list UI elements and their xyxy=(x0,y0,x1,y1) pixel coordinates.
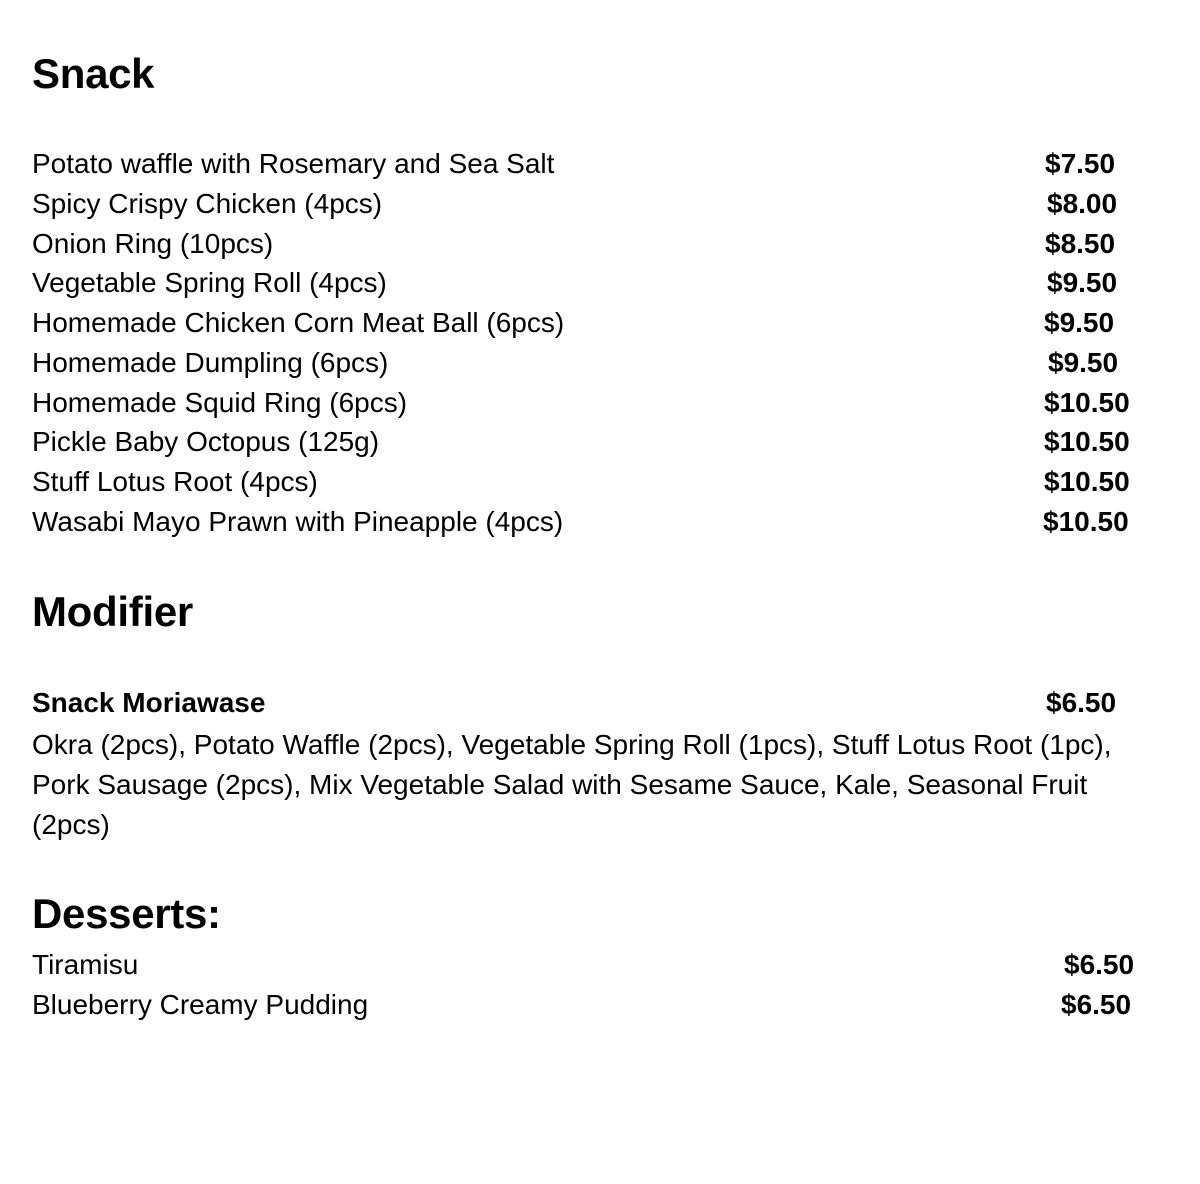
item-name: Vegetable Spring Roll (4pcs) xyxy=(32,267,387,298)
snack-item xyxy=(32,343,1142,383)
item-price: $9.50 xyxy=(1047,267,1118,298)
item-name: Onion Ring (10pcs) xyxy=(32,228,274,259)
snack-item xyxy=(32,303,1142,343)
item-price: $10.50 xyxy=(1043,506,1129,537)
item-name: Homemade Dumpling (6pcs) xyxy=(32,347,389,378)
item-name: Homemade Squid Ring (6pcs) xyxy=(32,387,408,418)
item-name: Pickle Baby Octopus (125g) xyxy=(32,426,380,457)
item-name: Potato waffle with Rosemary and Sea Salt xyxy=(32,148,555,179)
item-price: $6.50 xyxy=(1061,989,1132,1020)
snack-heading: Snack xyxy=(32,50,155,97)
modifier-item xyxy=(32,683,1142,723)
modifier-item-description: Okra (2pcs), Potato Waffle (2pcs), Vegetable Spring Roll (1pcs), Stuff Lotus Root (1pc), Pork Sausage (2pcs), Mix Vegetable Salad with Sesame Sauce, Kale, Seasonal Fruit (2pcs) xyxy=(32,729,1112,840)
snack-item xyxy=(32,144,1142,184)
item-price: $6.50 xyxy=(1064,949,1135,980)
dessert-item xyxy=(32,945,1142,985)
item-name: Blueberry Creamy Pudding xyxy=(32,989,369,1020)
item-price: $8.00 xyxy=(1047,188,1118,219)
snack-item xyxy=(32,224,1142,264)
item-name: Spicy Crispy Chicken (4pcs) xyxy=(32,188,383,219)
snack-item xyxy=(32,263,1142,303)
modifier-heading: Modifier xyxy=(32,588,193,635)
item-price: $8.50 xyxy=(1045,228,1116,259)
item-name: Stuff Lotus Root (4pcs) xyxy=(32,466,318,497)
snack-item xyxy=(32,422,1142,462)
item-name: Tiramisu xyxy=(32,949,139,980)
item-name: Homemade Chicken Corn Meat Ball (6pcs) xyxy=(32,307,565,338)
dessert-item xyxy=(32,985,1142,1025)
item-price: $10.50 xyxy=(1044,387,1130,418)
snack-item xyxy=(32,502,1142,542)
item-price: $9.50 xyxy=(1048,347,1119,378)
modifier-item-name: Snack Moriawase xyxy=(32,687,266,718)
item-price: $9.50 xyxy=(1044,307,1115,338)
snack-item xyxy=(32,383,1142,423)
desserts-heading: Desserts: xyxy=(32,890,221,937)
snack-item xyxy=(32,184,1142,224)
item-price: $7.50 xyxy=(1045,148,1116,179)
item-name: Wasabi Mayo Prawn with Pineapple (4pcs) xyxy=(32,506,564,537)
item-price: $10.50 xyxy=(1044,466,1130,497)
modifier-item-price: $6.50 xyxy=(1046,687,1117,718)
snack-item xyxy=(32,462,1142,502)
item-price: $10.50 xyxy=(1044,426,1130,457)
